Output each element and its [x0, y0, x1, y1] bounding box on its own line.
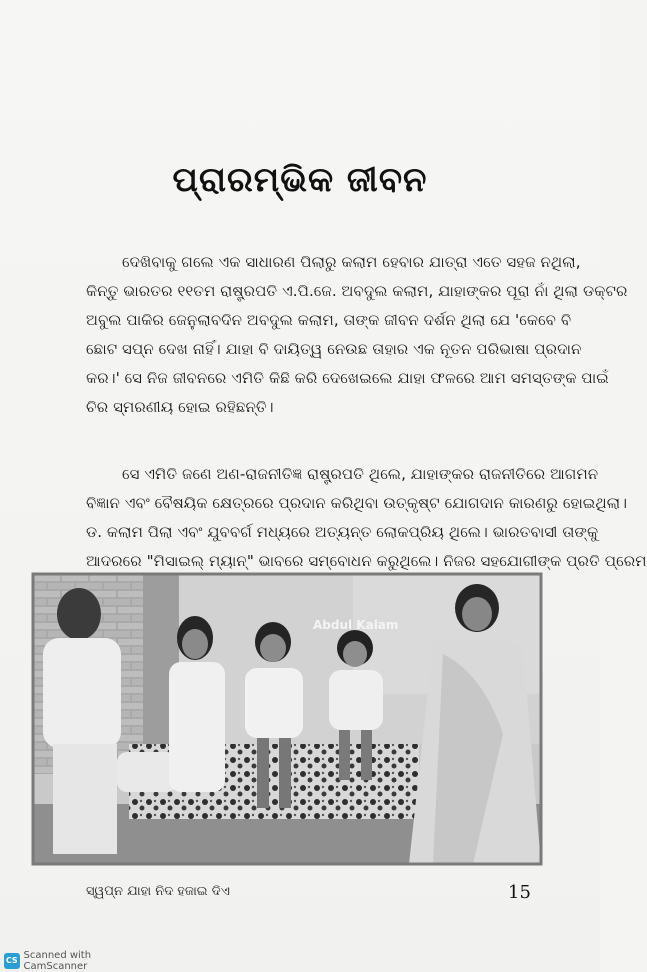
text-line: କିନ୍ତୁ ଭାରତର ୧୧ତମ ରାଷ୍ଟ୍ରପତି ଏ.ପି.ଜେ. ଅବଦୁଲ କଲାମ, ଯାହାଙ୍କର ପୂରା ନାଁ ଥିଲା ଡକ୍ଟର: [86, 282, 628, 300]
scanner-text: Scanned with CamScanner: [23, 950, 92, 972]
paragraph-1: [86, 248, 628, 422]
chapter-title: ପ୍ରାରମ୍ଭିକ ଜୀବନ: [172, 160, 428, 200]
text-line: ଅବୁଲ ପାକିର ଜେନୁଲାବଦିନ ଅବଦୁଲ କଲାମ, ତାଙ୍କ ଜୀବନ ଦର୍ଶନ ଥିଲା ଯେ 'କେବେ ବି: [86, 311, 572, 329]
camscanner-icon: CS: [4, 953, 20, 969]
scanner-badge: [0, 950, 154, 972]
text-line: ଡ. କଲାମ ପିଲା ଏବଂ ଯୁବବର୍ଗ ମଧ୍ୟରେ ଅତ୍ୟନ୍ତ ଲୋକପ୍ରିୟ ଥିଲେ। ଭାରତବାସୀ ତାଙ୍କୁ: [86, 523, 599, 541]
photo-watermark: Abdul Kalam: [313, 618, 399, 632]
text-line: ବିଜ୍ଞାନ ଏବଂ ବୈଷୟିକ କ୍ଷେତ୍ରରେ ପ୍ରଦାନ କରିଥିବା ଉତ୍କୃଷ୍ଟ ଯୋଗଦାନ କାରଣରୁ ହୋଇଥିଲା।: [86, 494, 628, 512]
family-photo: [33, 574, 541, 864]
page-number: 15: [508, 882, 531, 903]
text-line: ଦେଖିବାକୁ ଗଲେ ଏକ ସାଧାରଣ ପିଲାରୁ କଲାମ ହେବାର ଯାତ୍ରା ଏତେ ସହଜ ନଥିଲା,: [122, 253, 581, 271]
text-line: ଛୋଟ ସପ୍ନ ଦେଖ ନାହିଁ। ଯାହା ବି ଦାୟିତ୍ୱ ନେଉଛ ତାହାର ଏକ ନୂତନ ପରିଭାଷା ପ୍ରଦାନ: [86, 340, 582, 358]
footer-book-title: ସ୍ୱପ୍ନ ଯାହା ନିଦ ହଜାଇ ଦିଏ: [86, 884, 230, 899]
text-line: ଚିର ସ୍ମରଣୀୟ ହୋଇ ରହିଛନ୍ତି।: [86, 398, 274, 416]
text-line: କର।' ସେ ନିଜ ଜୀବନରେ ଏମିତି କିଛି କରି ଦେଖେଇଲେ ଯାହା ଫଳରେ ଆମ ସମସ୍ତଙ୍କ ପାଇଁ: [86, 369, 609, 387]
paragraph-2: [86, 460, 647, 576]
family-photo-drawing: [33, 574, 541, 864]
text-line: ସେ ଏମିତି ଜଣେ ଅଣ-ରାଜନୀତିଜ୍ଞ ରାଷ୍ଟ୍ରପତି ଥିଲେ, ଯାହାଙ୍କର ରାଜନୀତିରେ ଆଗମନ: [122, 465, 599, 483]
text-line: ଆଦରରେ "ମିସାଇଲ୍ ମ୍ୟାନ୍" ଭାବରେ ସମ୍ବୋଧନ କରୁଥିଲେ। ନିଜର ସହଯୋଗୀଙ୍କ ପ୍ରତି ପ୍ରେମ: [86, 552, 647, 570]
